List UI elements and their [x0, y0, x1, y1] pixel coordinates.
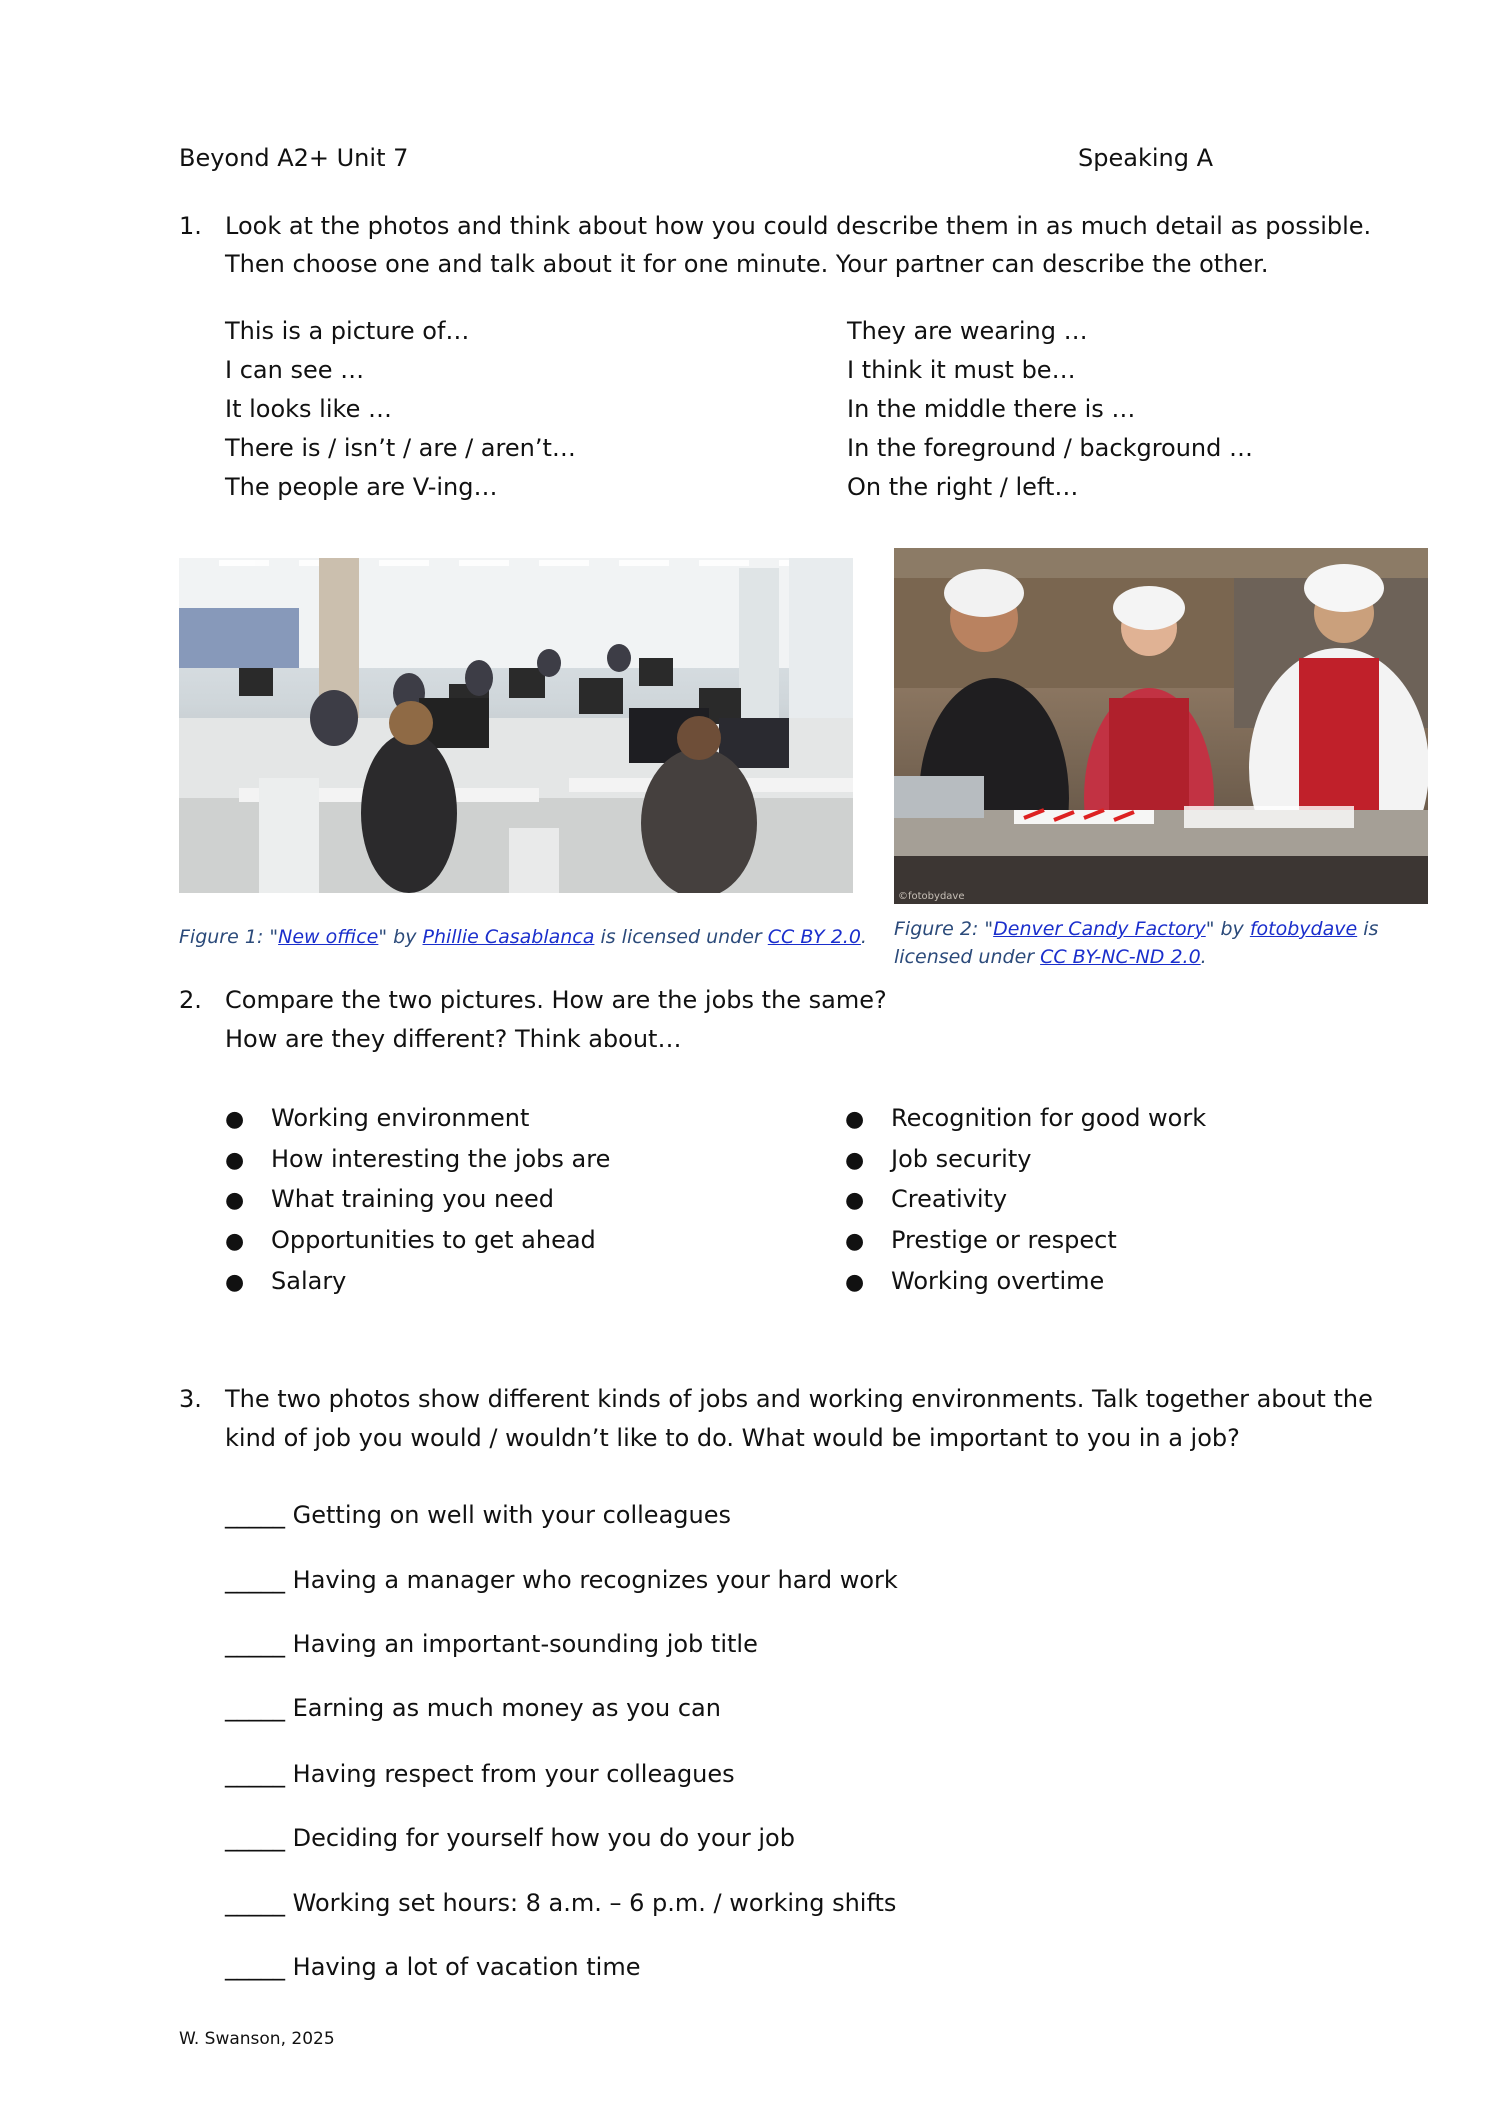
figure2-caption [894, 915, 1378, 971]
phrase-item: In the foreground / background … [847, 434, 1254, 462]
ranking-blank[interactable]: _____ [225, 1501, 285, 1529]
q1-number: 1. [179, 212, 202, 240]
photo-watermark: ©fotobydave [898, 891, 965, 902]
bullet-icon: ● [845, 1270, 865, 1295]
bullet-item: Creativity [891, 1185, 1008, 1213]
q3-line2: kind of job you would / wouldn’t like to do. What would be important to you in a job? [225, 1424, 1240, 1452]
q2-line2: How are they different? Think about… [225, 1025, 682, 1053]
office-photo [179, 548, 853, 893]
ranking-blank[interactable]: _____ [225, 1566, 285, 1594]
bullet-icon: ● [845, 1148, 865, 1173]
q3-line1: The two photos show different kinds of jobs and working environments. Talk together about the [225, 1385, 1373, 1413]
bullet-icon: ● [845, 1107, 865, 1132]
figure1-caption [179, 923, 867, 951]
factory-photo-illustration [894, 548, 1428, 904]
ranking-label: Getting on well with your colleagues [292, 1501, 731, 1529]
figure1-end: . [860, 926, 867, 948]
ranking-item [225, 1760, 735, 1788]
q1-line1: Look at the photos and think about how you could describe them in as much detail as possible. [225, 212, 1372, 240]
ranking-item [225, 1694, 721, 1722]
bullet-item: Prestige or respect [891, 1226, 1117, 1254]
figure2-licensed: is [1357, 918, 1379, 940]
phrase-item: On the right / left… [847, 473, 1079, 501]
ranking-blank[interactable]: _____ [225, 1694, 285, 1722]
bullet-item: Job security [891, 1145, 1032, 1173]
ranking-item [225, 1824, 795, 1852]
figure1-prefix: Figure 1: " [179, 926, 279, 948]
bullet-item: How interesting the jobs are [271, 1145, 611, 1173]
ranking-label: Deciding for yourself how you do your job [292, 1824, 795, 1852]
bullet-icon: ● [845, 1229, 865, 1254]
figure1-title-link[interactable]: New office [278, 926, 379, 948]
figure2-end: . [1200, 946, 1207, 968]
ranking-blank[interactable]: _____ [225, 1760, 285, 1788]
figure2-license-link[interactable]: CC BY-NC-ND 2.0 [1040, 946, 1201, 968]
bullet-item: Salary [271, 1267, 347, 1295]
figure2-caption-line1 [894, 915, 1378, 943]
figure2-author-link[interactable]: fotobydave [1249, 918, 1358, 940]
phrase-item: It looks like … [225, 395, 392, 423]
ranking-label: Having respect from your colleagues [292, 1760, 735, 1788]
bullet-icon: ● [225, 1229, 245, 1254]
ranking-blank[interactable]: _____ [225, 1824, 285, 1852]
ranking-label: Having a manager who recognizes your hard work [292, 1566, 898, 1594]
phrase-item: I think it must be… [847, 356, 1076, 384]
bullet-icon: ● [225, 1270, 245, 1295]
figure2-prefix: Figure 2: " [894, 918, 994, 940]
ranking-label: Earning as much money as you can [292, 1694, 721, 1722]
q3-number: 3. [179, 1385, 202, 1413]
header-left: Beyond A2+ Unit 7 [179, 144, 409, 172]
figure2-licensed2: licensed under [894, 946, 1041, 968]
ranking-label: Having a lot of vacation time [292, 1953, 641, 1981]
office-photo-illustration [179, 548, 853, 893]
ranking-item [225, 1953, 640, 1981]
ranking-item [225, 1566, 898, 1594]
phrase-item: They are wearing … [847, 317, 1088, 345]
phrase-item: This is a picture of… [225, 317, 470, 345]
phrase-item: There is / isn’t / are / aren’t… [225, 434, 576, 462]
ranking-label: Having an important-sounding job title [292, 1630, 758, 1658]
phrase-item: In the middle there is … [847, 395, 1136, 423]
ranking-item [225, 1630, 758, 1658]
figure2-title-link[interactable]: Denver Candy Factory [993, 918, 1206, 940]
bullet-item: Working overtime [891, 1267, 1105, 1295]
bullet-item: Opportunities to get ahead [271, 1226, 596, 1254]
bullet-item: Working environment [271, 1104, 530, 1132]
figure2-caption-line2 [894, 943, 1378, 971]
bullet-icon: ● [225, 1148, 245, 1173]
ranking-blank[interactable]: _____ [225, 1889, 285, 1917]
ranking-blank[interactable]: _____ [225, 1953, 285, 1981]
phrase-item: I can see … [225, 356, 365, 384]
ranking-item [225, 1889, 896, 1917]
bullet-item: What training you need [271, 1185, 554, 1213]
footer-credit: W. Swanson, 2025 [179, 2029, 335, 2049]
ranking-blank[interactable]: _____ [225, 1630, 285, 1658]
q2-number: 2. [179, 986, 202, 1014]
figure1-license-link[interactable]: CC BY 2.0 [767, 926, 861, 948]
ranking-item [225, 1501, 731, 1529]
figure1-by: " by [378, 926, 423, 948]
figure1-licensed: is licensed under [594, 926, 768, 948]
phrase-item: The people are V-ing… [225, 473, 498, 501]
ranking-label: Working set hours: 8 a.m. – 6 p.m. / working shifts [292, 1889, 897, 1917]
bullet-icon: ● [225, 1188, 245, 1213]
figure2-by: " by [1205, 918, 1250, 940]
bullet-item: Recognition for good work [891, 1104, 1207, 1132]
q1-line2: Then choose one and talk about it for one minute. Your partner can describe the other. [225, 250, 1269, 278]
header-right: Speaking A [1078, 144, 1213, 172]
bullet-icon: ● [845, 1188, 865, 1213]
figure1-author-link[interactable]: Phillie Casablanca [422, 926, 595, 948]
factory-photo [894, 548, 1428, 904]
q2-line1: Compare the two pictures. How are the jobs the same? [225, 986, 887, 1014]
bullet-icon: ● [225, 1107, 245, 1132]
